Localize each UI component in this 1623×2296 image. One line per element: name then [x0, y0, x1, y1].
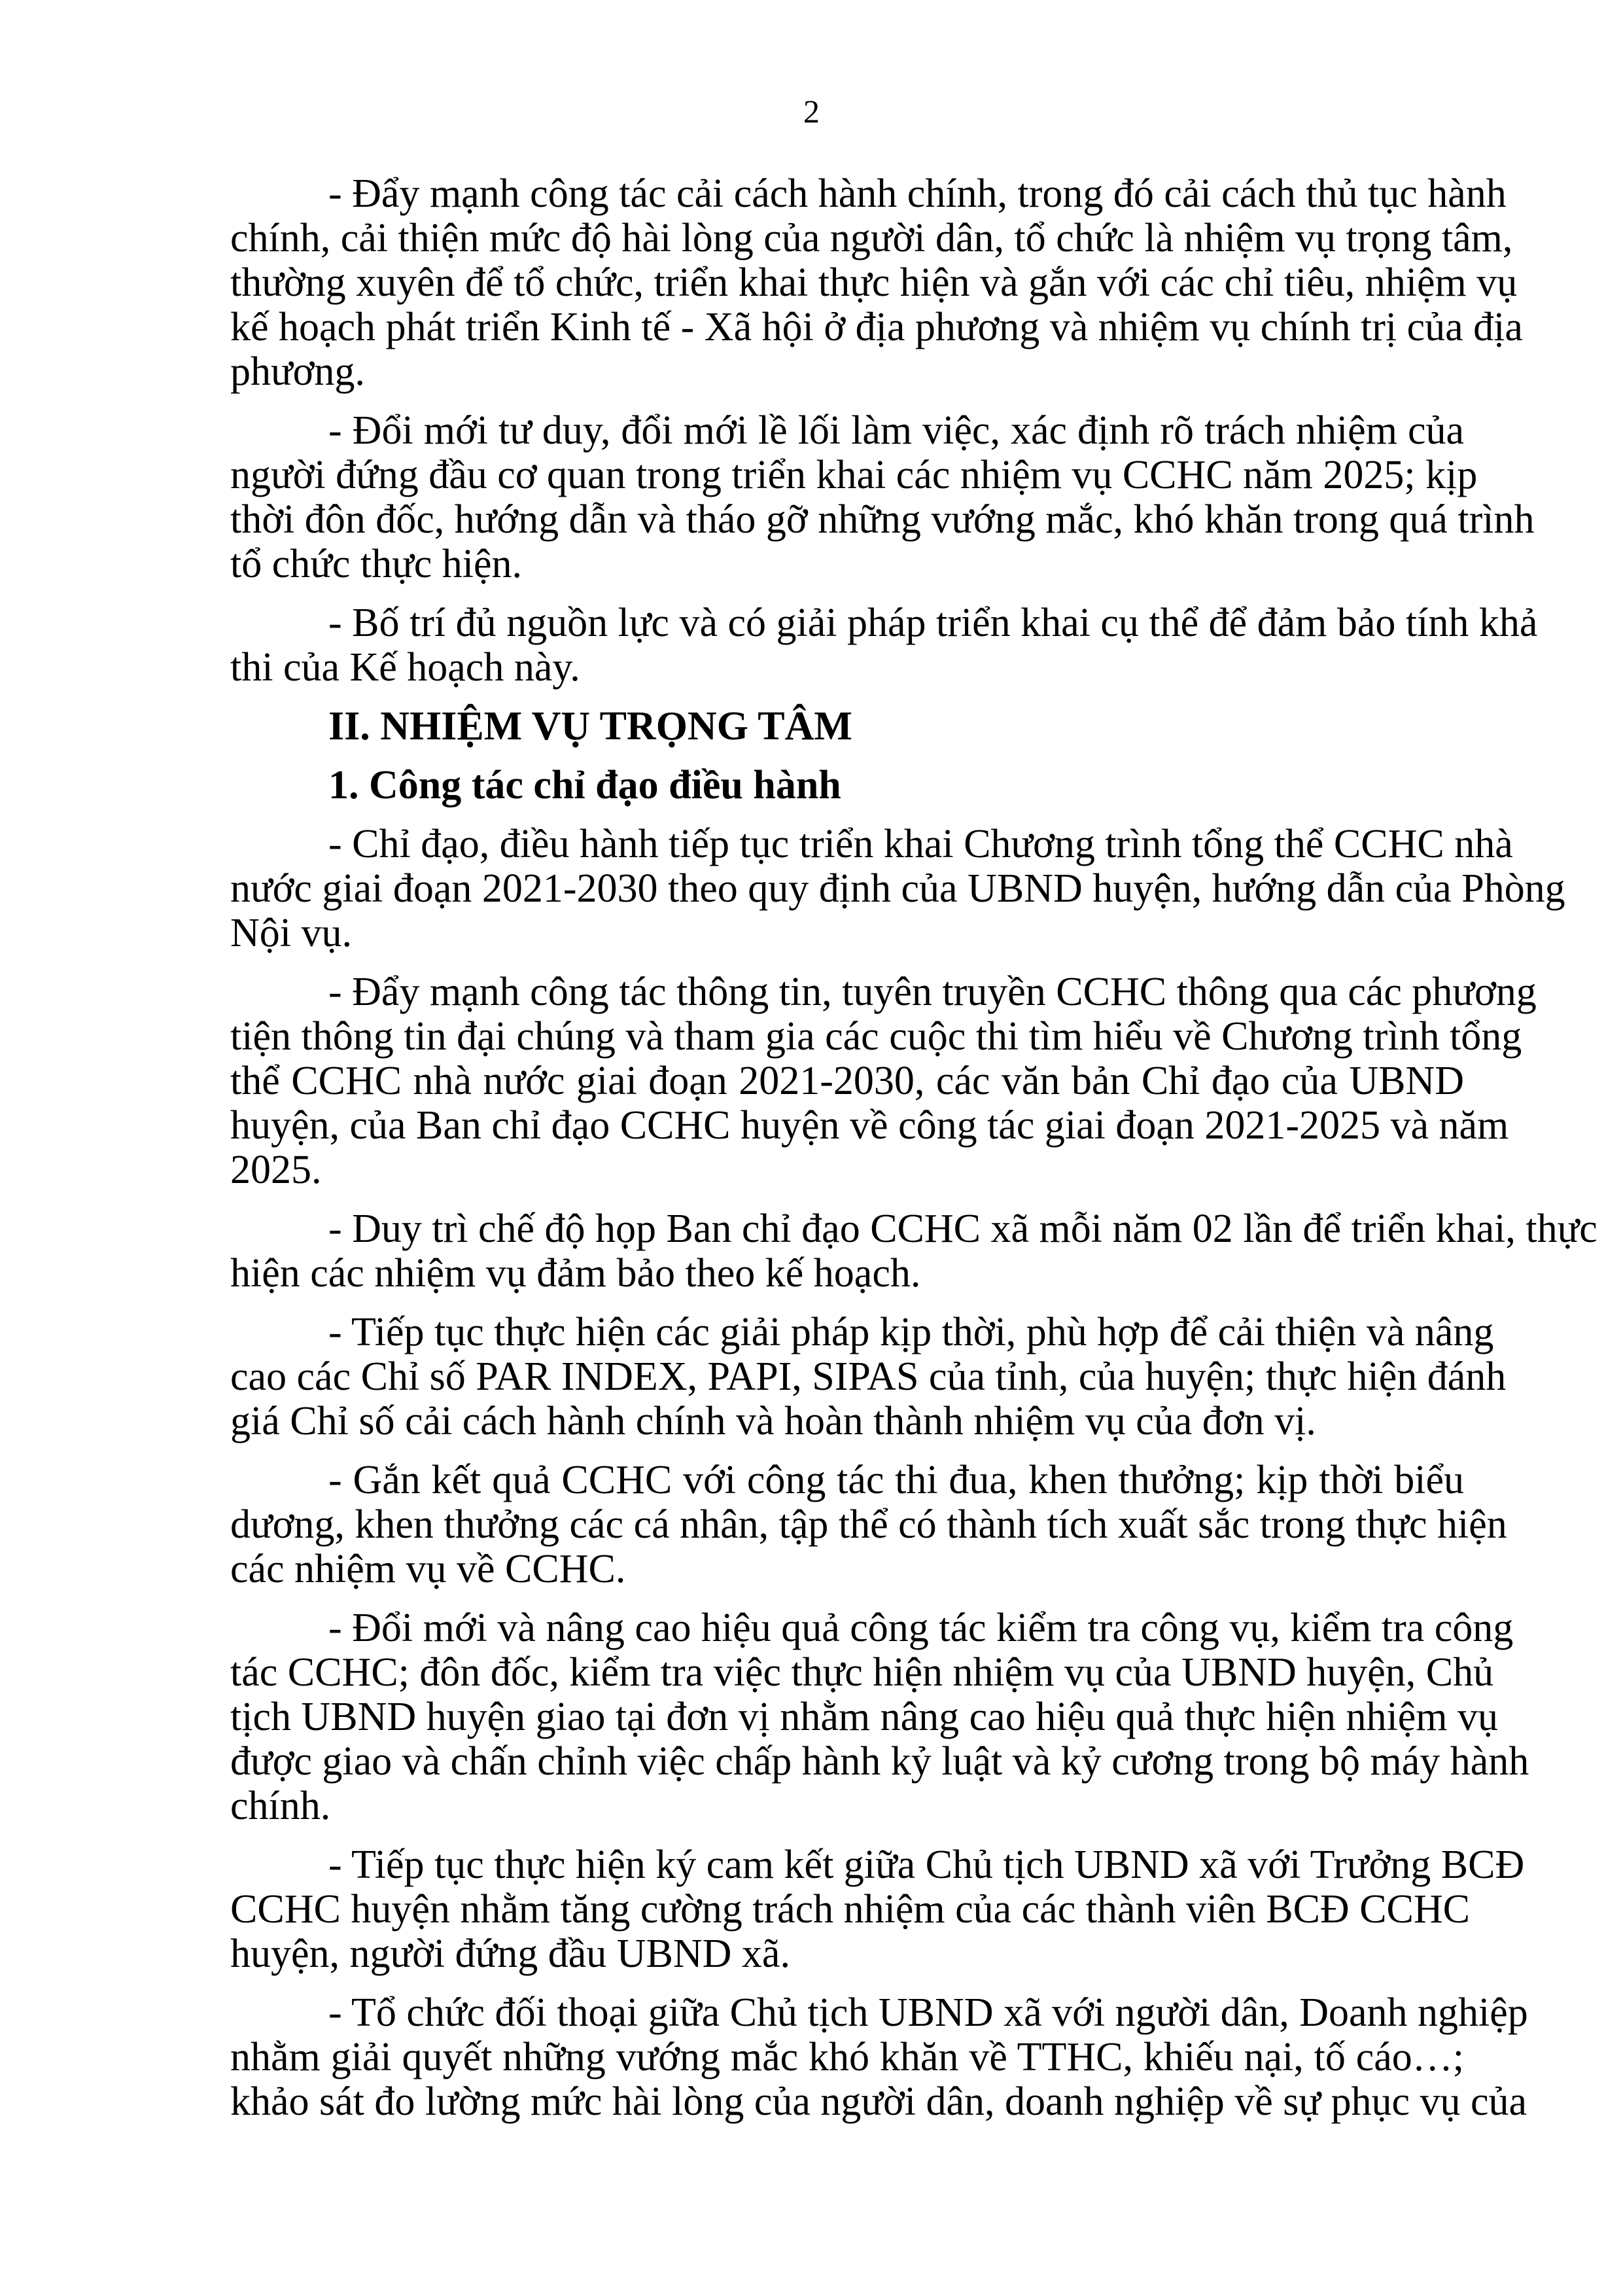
section-heading: II. NHIỆM VỤ TRỌNG TÂM: [328, 704, 852, 749]
text-line: CCHC huyện nhằm tăng cường trách nhiệm của các thành viên BCĐ CCHC: [230, 1887, 1471, 1932]
text-line: - Chỉ đạo, điều hành tiếp tục triển khai Chương trình tổng thể CCHC nhà: [328, 822, 1513, 866]
paragraph: [230, 1606, 1529, 1828]
text-line: - Tổ chức đối thoại giữa Chủ tịch UBND xã với người dân, Doanh nghiệp: [328, 1990, 1528, 2035]
paragraph: [230, 601, 1538, 690]
text-line: 2025.: [230, 1148, 322, 1192]
text-line: tổ chức thực hiện.: [230, 542, 522, 586]
paragraph: [230, 171, 1523, 394]
text-line: - Gắn kết quả CCHC với công tác thi đua, khen thưởng; kịp thời biểu: [328, 1458, 1464, 1502]
paragraph: [230, 1310, 1507, 1443]
text-line: huyện, người đứng đầu UBND xã.: [230, 1932, 790, 1976]
text-line: kế hoạch phát triển Kinh tế - Xã hội ở địa phương và nhiệm vụ chính trị của địa: [230, 305, 1523, 349]
subsection-heading: 1. Công tác chỉ đạo điều hành: [328, 763, 841, 807]
text-line: - Đổi mới tư duy, đổi mới lề lối làm việc, xác định rõ trách nhiệm của: [328, 408, 1464, 453]
paragraph: [230, 1990, 1528, 2124]
paragraph: [230, 408, 1535, 586]
text-line: thường xuyên để tổ chức, triển khai thực hiện và gắn với các chỉ tiêu, nhiệm vụ: [230, 260, 1518, 305]
text-line: phương.: [230, 349, 365, 394]
text-line: - Đẩy mạnh công tác thông tin, tuyên truyền CCHC thông qua các phương: [328, 970, 1537, 1014]
text-line: - Tiếp tục thực hiện các giải pháp kịp thời, phù hợp để cải thiện và nâng: [328, 1310, 1494, 1354]
text-line: người đứng đầu cơ quan trong triển khai các nhiệm vụ CCHC năm 2025; kịp: [230, 453, 1478, 497]
paragraph: [230, 970, 1537, 1192]
text-line: - Duy trì chế độ họp Ban chỉ đạo CCHC xã mỗi năm 02 lần để triển khai, thực: [328, 1207, 1597, 1251]
text-line: Nội vụ.: [230, 911, 352, 955]
text-line: thời đôn đốc, hướng dẫn và tháo gỡ những vướng mắc, khó khăn trong quá trình: [230, 497, 1535, 542]
page-number: 2: [803, 93, 820, 130]
text-line: - Bố trí đủ nguồn lực và có giải pháp triển khai cụ thể để đảm bảo tính khả: [328, 601, 1538, 645]
text-line: huyện, của Ban chỉ đạo CCHC huyện về công tác giai đoạn 2021-2025 và năm: [230, 1103, 1509, 1148]
text-line: hiện các nhiệm vụ đảm bảo theo kế hoạch.: [230, 1251, 921, 1296]
text-line: thể CCHC nhà nước giai đoạn 2021-2030, các văn bản Chỉ đạo của UBND: [230, 1059, 1464, 1103]
text-line: tiện thông tin đại chúng và tham gia các cuộc thi tìm hiểu về Chương trình tổng: [230, 1014, 1522, 1059]
text-line: các nhiệm vụ về CCHC.: [230, 1547, 626, 1591]
text-line: nhằm giải quyết những vướng mắc khó khăn về TTHC, khiếu nại, tố cáo…;: [230, 2035, 1464, 2079]
text-line: giá Chỉ số cải cách hành chính và hoàn thành nhiệm vụ của đơn vị.: [230, 1399, 1316, 1443]
text-line: thi của Kế hoạch này.: [230, 645, 580, 690]
task-paragraphs: [230, 822, 1597, 2124]
text-line: chính, cải thiện mức độ hài lòng của người dân, tổ chức là nhiệm vụ trọng tâm,: [230, 216, 1513, 260]
paragraph: [230, 822, 1565, 955]
text-line: tịch UBND huyện giao tại đơn vị nhằm nâng cao hiệu quả thực hiện nhiệm vụ: [230, 1695, 1499, 1739]
text-line: cao các Chỉ số PAR INDEX, PAPI, SIPAS của tỉnh, của huyện; thực hiện đánh: [230, 1354, 1507, 1399]
text-line: khảo sát đo lường mức hài lòng của người dân, doanh nghiệp về sự phục vụ của: [230, 2079, 1527, 2124]
text-line: chính.: [230, 1784, 331, 1828]
text-line: - Đẩy mạnh công tác cải cách hành chính, trong đó cải cách thủ tục hành: [328, 171, 1507, 216]
text-line: tác CCHC; đôn đốc, kiểm tra việc thực hiện nhiệm vụ của UBND huyện, Chủ: [230, 1650, 1494, 1695]
text-line: nước giai đoạn 2021-2030 theo quy định của UBND huyện, hướng dẫn của Phòng: [230, 866, 1565, 911]
intro-paragraphs: [230, 171, 1538, 690]
paragraph: [230, 1207, 1597, 1296]
paragraph: [230, 1843, 1525, 1976]
document-body: [230, 171, 1597, 2138]
text-line: dương, khen thưởng các cá nhân, tập thể có thành tích xuất sắc trong thực hiện: [230, 1502, 1507, 1547]
text-line: - Đổi mới và nâng cao hiệu quả công tác kiểm tra công vụ, kiểm tra công: [328, 1606, 1514, 1650]
paragraph: [230, 1458, 1507, 1591]
text-line: - Tiếp tục thực hiện ký cam kết giữa Chủ tịch UBND xã với Trưởng BCĐ: [328, 1843, 1525, 1887]
text-line: được giao và chấn chỉnh việc chấp hành kỷ luật và kỷ cương trong bộ máy hành: [230, 1739, 1529, 1784]
